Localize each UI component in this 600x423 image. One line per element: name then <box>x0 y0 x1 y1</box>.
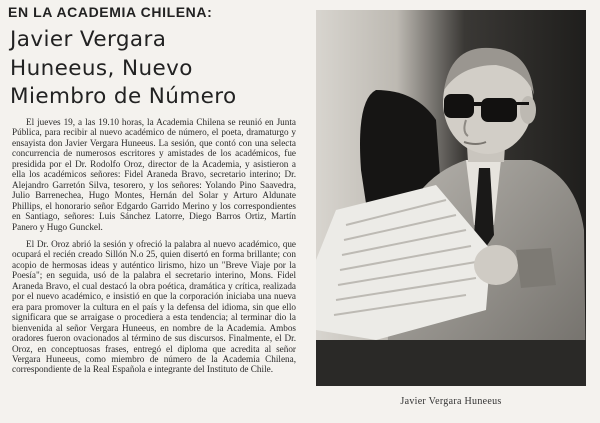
headline-line: Huneeus, Nuevo <box>10 55 193 81</box>
headline-line: Javier Vergara <box>10 27 167 52</box>
section-kicker: EN LA ACADEMIA CHILENA: <box>8 4 213 20</box>
portrait-photo <box>316 10 586 386</box>
photo-caption: Javier Vergara Huneeus <box>400 396 502 407</box>
portrait-illustration <box>316 10 586 386</box>
body-paragraph: El Dr. Oroz abrió la sesión y ofreció la palabra al nuevo académico, que ocupará el recién creado Sillón N.o 25, quien disertó en forma brillante; con acopio de hermosas ideas y auténtico lirismo, hizo un "Breve Viaje por la Poesía"; en seguida, usó de la palabra el secretario interino, Mons. Fidel Araneda Bravo, el cual destacó la obra poética, dramática y crítica, realizada por el nuevo académico, e insistió en que la corporación iniciaba una nueva era para promover la cultura en el país y la defensa del idioma, sin que ello significara que se arraigase o procediera a esta tendencia; al terminar dio la bienvenida al señor Vergara Huneeus, en nombre de la Academia. Ambos oradores fueron ovacionados al término de sus discursos. Finalmente, el Dr. Oroz, en conceptuosas frases, entregó el diploma que acredita al señor Vergara Huneeus, como miembro de número de la Academia Chilena, correspondiente de la Real Española e integrante del Instituto de Chile. <box>12 238 296 375</box>
headline <box>10 26 300 112</box>
body-paragraph: El jueves 19, a las 19.10 horas, la Academia Chilena se reunió en Junta Pública, para recibir al nuevo académico de número, el poeta, dramaturgo y ensayista don Javier Vergara Huneeus. La sesión, que contó con una selecta concurrencia de numerosos escritores y amistades de los académicos, fue presidida por el Dr. Rodolfo Oroz, director de la Academia, y asistieron a ella los académicos señores: Fidel Araneda Bravo, secretario interino; Dr. Alejandro Garretón Silva, tesorero, y los señores: Yolando Pino Saavedra, Julio Barrenechea, Hugo Montes, Hernán del Solar y Arturo Aldunate Phillips, el honorario señor Edgardo Garrido Merino y los correspondientes en Santiago, señores: Luis Sánchez Latorre, Diego Barros Ortiz, Martín Panero y Hugo Gunckel. <box>12 117 296 232</box>
article-body <box>12 117 296 375</box>
headline-line: Miembro de Número <box>10 84 237 109</box>
